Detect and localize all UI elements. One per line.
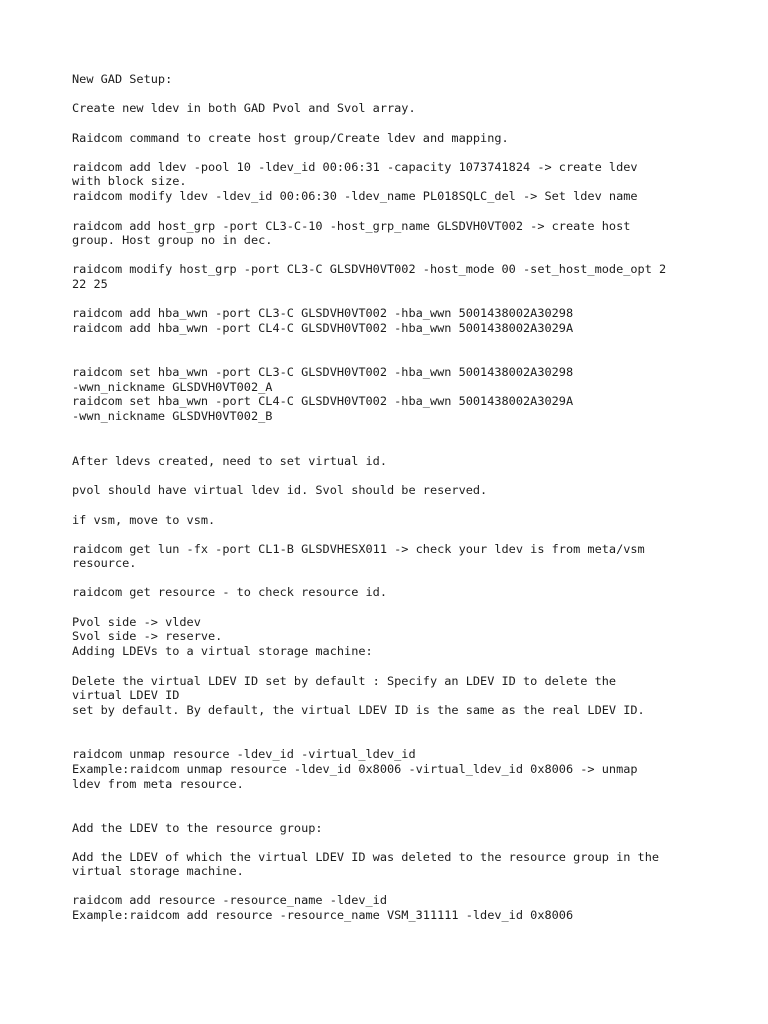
command-line: ldev from meta resource. [72, 777, 244, 791]
text-line: set by default. By default, the virtual LDEV ID is the same as the real LDEV ID. [72, 703, 645, 717]
command-line: Example:raidcom unmap resource -ldev_id 0x8006 -virtual_ldev_id 0x8006 -> unmap [72, 762, 638, 776]
command-line: raidcom unmap resource -ldev_id -virtual_ldev_id [72, 747, 416, 761]
command-line: raidcom add ldev -pool 10 -ldev_id 00:06:31 -capacity 1073741824 -> create ldev [72, 160, 638, 174]
section-heading: Add the LDEV to the resource group: [72, 821, 323, 835]
text-line: Svol side -> reserve. [72, 629, 223, 643]
command-line: raidcom get resource - to check resource id. [72, 585, 387, 599]
text-line: virtual storage machine. [72, 864, 244, 878]
command-line: raidcom modify host_grp -port CL3-C GLSDVH0VT002 -host_mode 00 -set_host_mode_opt 2 [72, 262, 667, 276]
command-line: raidcom add host_grp -port CL3-C-10 -host_grp_name GLSDVH0VT002 -> create host [72, 219, 631, 233]
text-line: After ldevs created, need to set virtual id. [72, 454, 387, 468]
text-line: pvol should have virtual ldev id. Svol should be reserved. [72, 483, 488, 497]
command-line: group. Host group no in dec. [72, 233, 273, 247]
text-line: Create new ldev in both GAD Pvol and Svol array. [72, 101, 416, 115]
command-line: raidcom modify ldev -ldev_id 00:06:30 -ldev_name PL018SQLC_del -> Set ldev name [72, 189, 638, 203]
text-line: if vsm, move to vsm. [72, 513, 216, 527]
command-line: raidcom set hba_wwn -port CL3-C GLSDVH0VT002 -hba_wwn 5001438002A30298 [72, 365, 574, 379]
text-line: Add the LDEV of which the virtual LDEV ID was deleted to the resource group in the [72, 850, 660, 864]
command-line: raidcom add hba_wwn -port CL4-C GLSDVH0VT002 -hba_wwn 5001438002A3029A [72, 321, 574, 335]
command-line: 22 25 [72, 277, 108, 291]
command-line: Example:raidcom add resource -resource_name VSM_311111 -ldev_id 0x8006 [72, 908, 574, 922]
text-line: Pvol side -> vldev [72, 615, 201, 629]
section-heading: Adding LDEVs to a virtual storage machine: [72, 644, 373, 658]
command-line: -wwn_nickname GLSDVH0VT002_B [72, 409, 273, 423]
text-line: virtual LDEV ID [72, 688, 180, 702]
command-line: with block size. [72, 174, 187, 188]
command-line: raidcom add resource -resource_name -ldev_id [72, 893, 387, 907]
text-line: Raidcom command to create host group/Create ldev and mapping. [72, 131, 509, 145]
heading-new-gad-setup: New GAD Setup: [72, 72, 173, 86]
command-line: raidcom get lun -fx -port CL1-B GLSDVHESX011 -> check your ldev is from meta/vsm [72, 542, 645, 556]
text-line: Delete the virtual LDEV ID set by default : Specify an LDEV ID to delete the [72, 674, 617, 688]
command-line: raidcom add hba_wwn -port CL3-C GLSDVH0VT002 -hba_wwn 5001438002A30298 [72, 306, 574, 320]
command-line: resource. [72, 556, 137, 570]
command-line: raidcom set hba_wwn -port CL4-C GLSDVH0VT002 -hba_wwn 5001438002A3029A [72, 394, 574, 408]
command-line: -wwn_nickname GLSDVH0VT002_A [72, 380, 273, 394]
